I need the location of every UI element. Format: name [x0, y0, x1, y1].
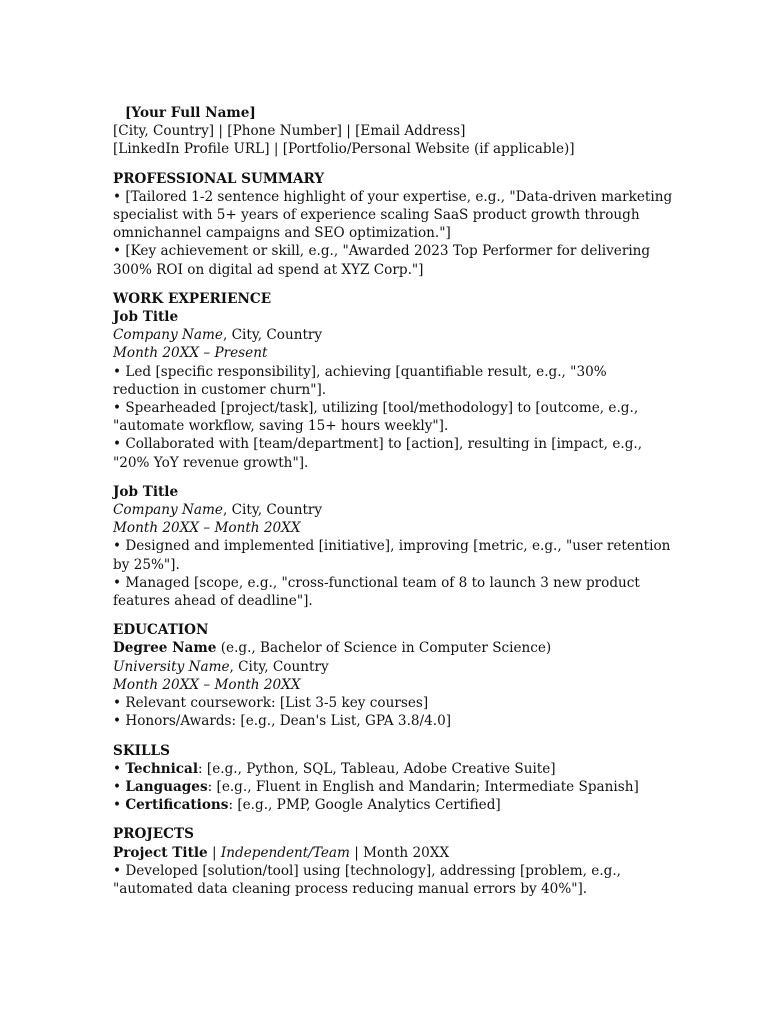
- summary-bullet: • [Tailored 1-2 sentence highlight of your expertise, e.g., "Data-driven marketing specialist with 5+ years of experience scaling SaaS product growth through omnichannel campaigns and SEO optimization."]: [113, 188, 673, 243]
- company-location: , City, Country: [222, 327, 323, 344]
- company-location: , City, Country: [222, 502, 323, 519]
- project-title-line: [113, 844, 673, 862]
- project-bullet: • Developed [solution/tool] using [technology], addressing [problem, e.g., "automated data cleaning process reducing manual errors by 40%"].: [113, 862, 673, 898]
- summary-heading: PROFESSIONAL SUMMARY: [113, 170, 325, 187]
- skill-label: Languages: [125, 778, 208, 795]
- degree-line: [113, 639, 673, 657]
- skill-value: : [e.g., Fluent in English and Mandarin; Intermediate Spanish]: [207, 778, 639, 795]
- company-name: Company Name: [113, 502, 223, 519]
- skill-item: [113, 778, 673, 796]
- project-type: Independent/Team: [220, 844, 350, 861]
- job-company-line: [113, 501, 673, 519]
- job-bullet: • Led [specific responsibility], achieving [quantifiable result, e.g., "30% reduction in customer churn"].: [113, 363, 673, 399]
- university-location: , City, Country: [229, 658, 329, 675]
- project-title: Project Title: [113, 844, 208, 861]
- job-dates: Month 20XX – Present: [113, 345, 268, 362]
- job-bullet: • Spearheaded [project/task], utilizing [tool/methodology] to [outcome, e.g., "automate workflow, saving 15+ hours weekly"].: [113, 399, 673, 435]
- skill-label: Certifications: [125, 797, 229, 814]
- skill-item: [113, 760, 673, 778]
- projects-heading: PROJECTS: [113, 826, 194, 843]
- degree-name: Degree Name: [113, 640, 217, 657]
- university-name: University Name: [113, 658, 230, 675]
- education-dates: Month 20XX – Month 20XX: [113, 676, 301, 693]
- job-bullet: • Designed and implemented [initiative], improving [metric, e.g., "user retention by 25%"].: [113, 537, 673, 573]
- project-separator: |: [207, 844, 221, 861]
- job-title: Job Title: [113, 309, 179, 326]
- job-company-line: [113, 326, 673, 344]
- skill-item: [113, 796, 673, 814]
- education-bullet: • Relevant coursework: [List 3-5 key courses]: [113, 694, 673, 712]
- job-bullet: • Managed [scope, e.g., "cross-functional team of 8 to launch 3 new product features ahead of deadline"].: [113, 574, 673, 610]
- project-date: | Month 20XX: [349, 844, 450, 861]
- experience-heading: WORK EXPERIENCE: [113, 290, 272, 307]
- skill-value: : [e.g., Python, SQL, Tableau, Adobe Creative Suite]: [198, 760, 556, 777]
- contact-line: [City, Country] | [Phone Number] | [Email Address]: [113, 123, 466, 140]
- full-name: [Your Full Name]: [125, 105, 256, 121]
- company-name: Company Name: [113, 327, 223, 344]
- job-title: Job Title: [113, 483, 179, 500]
- education-bullet: • Honors/Awards: [e.g., Dean's List, GPA 3.8/4.0]: [113, 712, 673, 730]
- skills-heading: SKILLS: [113, 742, 170, 759]
- summary-bullet: • [Key achievement or skill, e.g., "Awarded 2023 Top Performer for delivering 300% ROI on digital ad spend at XYZ Corp."]: [113, 242, 673, 278]
- job-dates: Month 20XX – Month 20XX: [113, 520, 301, 537]
- resume-document: [113, 104, 673, 898]
- education-heading: EDUCATION: [113, 622, 209, 639]
- skill-value: : [e.g., PMP, Google Analytics Certified]: [228, 797, 501, 814]
- links-line: [LinkedIn Profile URL] | [Portfolio/Personal Website (if applicable)]: [113, 141, 575, 158]
- degree-detail: (e.g., Bachelor of Science in Computer Science): [216, 640, 552, 657]
- job-bullet: • Collaborated with [team/department] to [action], resulting in [impact, e.g., "20% YoY revenue growth"].: [113, 435, 673, 471]
- skill-label: Technical: [125, 760, 199, 777]
- university-line: [113, 658, 673, 676]
